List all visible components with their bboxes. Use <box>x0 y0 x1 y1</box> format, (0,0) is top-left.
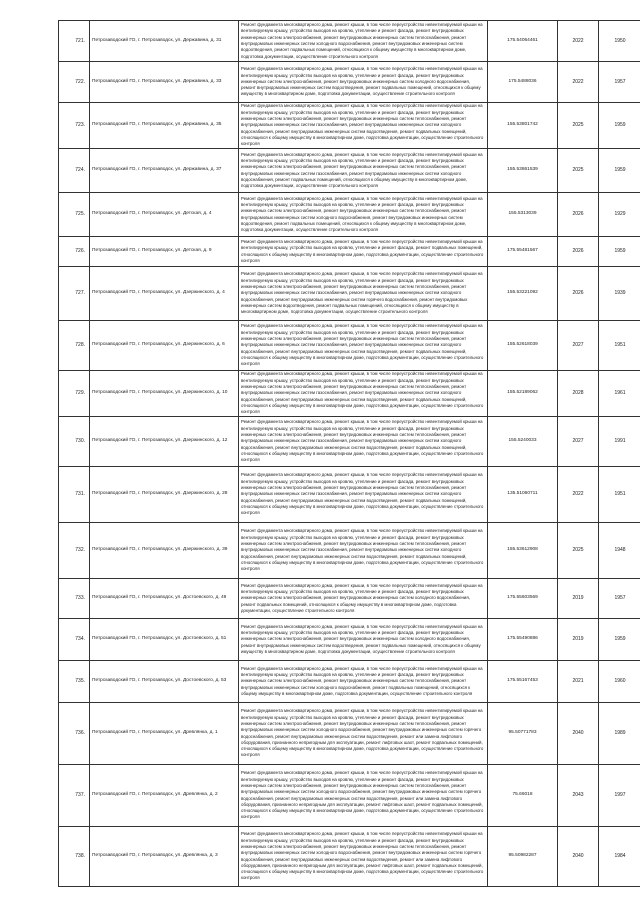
row-number: 736. <box>59 703 90 765</box>
row-number: 731. <box>59 467 90 523</box>
works-description-cell: Ремонт фундамента многоквартирного дома, ремонт крыши, в том числе переустройство невентилируемой крыши на вентилируемую крышу, устройство выходов на кровлю, утепление и ремонт фасада, ремонт подвальных помещений, относящихся к общему имуществу в многоквартирном доме, подготовка документации, осуществление строительного контроля <box>239 237 488 267</box>
built-year-cell: 1991 <box>599 417 640 467</box>
row-number: 738. <box>59 827 90 887</box>
planned-year-cell: 2040 <box>558 827 599 887</box>
address-cell: Петрозаводский ГО, г. Петрозаводск, ул. Державина, д. 31 <box>90 21 239 62</box>
works-description-cell: Ремонт фундамента многоквартирного дома, ремонт крыши, в том числе переустройство невентилируемой крыши на вентилируемую крышу, устройство выходов на кровлю, утепление и ремонт фасада, ремонт внутридомовых инженерных систем электроснабжения, ремонт внутридомовых инженерных систем холодного водоснабжения, ремонт внутридомовых инженерных систем водоотведения, ремонт подвальных помещений, относящихся к общему имуществу в многоквартирном доме, подготовка документации, осуществление строительного контроля <box>239 62 488 103</box>
works-description-cell: Ремонт фундамента многоквартирного дома, ремонт крыши, в том числе переустройство невентилируемой крыши на вентилируемую крышу, устройство выходов на кровлю, утепление и ремонт фасада, ремонт внутридомовых инженерных систем электроснабжения, ремонт внутридомовых инженерных систем теплоснабжения, ремонт внутридомовых инженерных систем газоснабжения, ремонт внутридомовых инженерных систем холодного водоснабжения, ремонт внутридомовых инженерных систем водоотведения, ремонт подвальных помещений, относящихся к общему имуществу в многоквартирном доме, подготовка документации, осуществление строительного контроля <box>239 371 488 417</box>
planned-year-cell: 2022 <box>558 21 599 62</box>
table-row <box>59 523 640 579</box>
address-cell: Петрозаводский ГО, г. Петрозаводск, ул. Державина, д. 35 <box>90 103 239 149</box>
cadastral-number-cell: 135.51060711 <box>488 467 558 523</box>
built-year-cell: 1959 <box>599 619 640 661</box>
built-year-cell: 1951 <box>599 321 640 371</box>
address-cell: Петрозаводский ГО, г. Петрозаводск, ул. Древлянка, д. 3 <box>90 827 239 887</box>
address-cell: Петрозаводский ГО, г. Петрозаводск, ул. Достоевского, д. 51 <box>90 619 239 661</box>
row-number: 727. <box>59 267 90 321</box>
built-year-cell: 1959 <box>599 149 640 193</box>
row-number: 728. <box>59 321 90 371</box>
planned-year-cell: 2019 <box>558 619 599 661</box>
table-row <box>59 703 640 765</box>
planned-year-cell: 2025 <box>558 523 599 579</box>
table-row <box>59 827 640 887</box>
address-cell: Петрозаводский ГО, г. Петрозаводск, ул. Детская, д. 9 <box>90 237 239 267</box>
address-cell: Петрозаводский ГО, г. Петрозаводск, ул. Державина, д. 33 <box>90 62 239 103</box>
built-year-cell: 1957 <box>599 579 640 619</box>
planned-year-cell: 2025 <box>558 149 599 193</box>
cadastral-number-cell: 155.53861539 <box>488 149 558 193</box>
address-cell: Петрозаводский ГО, г. Петрозаводск, ул. Дзержинского, д. 28 <box>90 467 239 523</box>
row-number: 722. <box>59 62 90 103</box>
works-description-cell: Ремонт фундамента многоквартирного дома, ремонт крыши, в том числе переустройство невентилируемой крыши на вентилируемую крышу, устройство выходов на кровлю, утепление и ремонт фасада, ремонт внутридомовых инженерных систем электроснабжения, ремонт внутридомовых инженерных систем теплоснабжения, ремонт внутридомовых инженерных систем газоснабжения, ремонт внутридомовых инженерных систем холодного водоснабжения, ремонт внутридомовых инженерных систем водоотведения, ремонт подвальных помещений, относящихся к общему имуществу в многоквартирном доме, подготовка документации, осуществление строительного контроля <box>239 321 488 371</box>
planned-year-cell: 2026 <box>558 193 599 237</box>
built-year-cell: 1929 <box>599 193 640 237</box>
planned-year-cell: 2043 <box>558 765 599 827</box>
works-description-cell: Ремонт фундамента многоквартирного дома, ремонт крыши, в том числе переустройство невентилируемой крыши на вентилируемую крышу, устройство выходов на кровлю, утепление и ремонт фасада, ремонт внутридомовых инженерных систем электроснабжения, ремонт внутридомовых инженерных систем теплоснабжения, ремонт внутридомовых инженерных систем газоснабжения, ремонт внутридомовых инженерных систем холодного водоснабжения, ремонт внутридомовых инженерных систем водоотведения, ремонт подвальных помещений, относящихся к общему имуществу в многоквартирном доме, подготовка документации, осуществление строительного контроля <box>239 417 488 467</box>
address-cell: Петрозаводский ГО, г. Петрозаводск, ул. Древлянка, д. 1 <box>90 703 239 765</box>
row-number: 734. <box>59 619 90 661</box>
row-number: 723. <box>59 103 90 149</box>
cadastral-number-cell: 95.50771783 <box>488 703 558 765</box>
planned-year-cell: 2022 <box>558 467 599 523</box>
built-year-cell: 1951 <box>599 467 640 523</box>
cadastral-number-cell: 155.5240033 <box>488 417 558 467</box>
address-cell: Петрозаводский ГО, г. Петрозаводск, ул. Державина, д. 37 <box>90 149 239 193</box>
works-description-cell: Ремонт фундамента многоквартирного дома, ремонт крыши, в том числе переустройство невентилируемой крыши на вентилируемую крышу, устройство выходов на кровлю, утепление и ремонт фасада, ремонт внутридомовых инженерных систем электроснабжения, ремонт внутридомовых инженерных систем теплоснабжения, ремонт внутридомовых инженерных систем холодного водоснабжения, ремонт внутридомовых инженерных систем водоотведения, ремонт подвальных помещений, относящихся к общему имуществу в многоквартирном доме, подготовка документации, осуществление строительного контроля <box>239 21 488 62</box>
table-row <box>59 467 640 523</box>
row-number: 721. <box>59 21 90 62</box>
table-row <box>59 619 640 661</box>
built-year-cell: 1989 <box>599 703 640 765</box>
planned-year-cell: 2026 <box>558 267 599 321</box>
table-row <box>59 661 640 703</box>
works-description-cell: Ремонт фундамента многоквартирного дома, ремонт крыши, в том числе переустройство невентилируемой крыши на вентилируемую крышу, устройство выходов на кровлю, утепление и ремонт фасада, ремонт внутридомовых инженерных систем электроснабжения, ремонт внутридомовых инженерных систем теплоснабжения, ремонт внутридомовых инженерных систем холодного водоснабжения, ремонт подвальных помещений, относящихся к общему имуществу в многоквартирном доме, подготовка документации, осуществление строительного контроля <box>239 661 488 703</box>
cadastral-number-cell: 175.55481567 <box>488 237 558 267</box>
works-description-cell: Ремонт фундамента многоквартирного дома, ремонт крыши, в том числе переустройство невентилируемой крыши на вентилируемую крышу, устройство выходов на кровлю, утепление и ремонт фасада, ремонт внутридомовых инженерных систем электроснабжения, ремонт внутридомовых инженерных систем теплоснабжения, ремонт внутридомовых инженерных систем холодного водоснабжения, ремонт внутридомовых инженерных систем горячего водоснабжения, ремонт внутридомовых инженерных систем водоотведения, ремонт или замена лифтового оборудования, признанного непригодным для эксплуатации, ремонт лифтовых шахт, ремонт подвальных помещений, относящихся к общему имуществу в многоквартирном доме, подготовка документации, осуществление строительного контроля <box>239 703 488 765</box>
built-year-cell: 1997 <box>599 765 640 827</box>
works-description-cell: Ремонт фундамента многоквартирного дома, ремонт крыши, в том числе переустройство невентилируемой крыши на вентилируемую крышу, устройство выходов на кровлю, утепление и ремонт фасада, ремонт внутридомовых инженерных систем электроснабжения, ремонт внутридомовых инженерных систем теплоснабжения, ремонт внутридомовых инженерных систем холодного водоснабжения, ремонт внутридомовых инженерных систем горячего водоснабжения, ремонт внутридомовых инженерных систем водоотведения, ремонт или замена лифтового оборудования, признанного непригодным для эксплуатации, ремонт лифтовых шахт, ремонт подвальных помещений, относящихся к общему имуществу в многоквартирном доме, подготовка документации, осуществление строительного контроля <box>239 827 488 887</box>
table-row <box>59 149 640 193</box>
planned-year-cell: 2040 <box>558 703 599 765</box>
address-cell: Петрозаводский ГО, г. Петрозаводск, ул. Дзержинского, д. 10 <box>90 371 239 417</box>
table-row <box>59 62 640 103</box>
cadastral-number-cell: 175.55167453 <box>488 661 558 703</box>
cadastral-number-cell: 175.54064461 <box>488 21 558 62</box>
planned-year-cell: 2026 <box>558 237 599 267</box>
cadastral-number-cell: 175.55603569 <box>488 579 558 619</box>
cadastral-number-cell: 155.53612908 <box>488 523 558 579</box>
works-description-cell: Ремонт фундамента многоквартирного дома, ремонт крыши, в том числе переустройство невентилируемой крыши на вентилируемую крышу, устройство выходов на кровлю, утепление и ремонт фасада, ремонт внутридомовых инженерных систем электроснабжения, ремонт внутридомовых инженерных систем холодного водоснабжения, ремонт подвальных помещений, относящихся к общему имуществу в многоквартирном доме, подготовка документации, осуществление строительного контроля <box>239 579 488 619</box>
row-number: 732. <box>59 523 90 579</box>
works-description-cell: Ремонт фундамента многоквартирного дома, ремонт крыши, в том числе переустройство невентилируемой крыши на вентилируемую крышу, устройство выходов на кровлю, утепление и ремонт фасада, ремонт внутридомовых инженерных систем электроснабжения, ремонт внутридомовых инженерных систем холодного водоснабжения, ремонт внутридомовых инженерных систем водоотведения, ремонт подвальных помещений, относящихся к общему имуществу в многоквартирном доме, подготовка документации, осуществление строительного контроля <box>239 619 488 661</box>
repair-schedule-table <box>58 20 640 887</box>
planned-year-cell: 2022 <box>558 62 599 103</box>
planned-year-cell: 2027 <box>558 321 599 371</box>
row-number: 737. <box>59 765 90 827</box>
address-cell: Петрозаводский ГО, г. Петрозаводск, ул. Дзержинского, д. 4 <box>90 267 239 321</box>
row-number: 725. <box>59 193 90 237</box>
address-cell: Петрозаводский ГО, г. Петрозаводск, ул. Достоевского, д. 53 <box>90 661 239 703</box>
cadastral-number-cell: 155.53221092 <box>488 267 558 321</box>
built-year-cell: 1957 <box>599 62 640 103</box>
built-year-cell: 1984 <box>599 827 640 887</box>
table-body <box>59 21 640 887</box>
built-year-cell: 1959 <box>599 237 640 267</box>
built-year-cell: 1950 <box>599 21 640 62</box>
table-row <box>59 417 640 467</box>
works-description-cell: Ремонт фундамента многоквартирного дома, ремонт крыши, в том числе переустройство невентилируемой крыши на вентилируемую крышу, устройство выходов на кровлю, утепление и ремонт фасада, ремонт внутридомовых инженерных систем электроснабжения, ремонт внутридомовых инженерных систем теплоснабжения, ремонт внутридомовых инженерных систем газоснабжения, ремонт внутридомовых инженерных систем холодного водоснабжения, ремонт внутридомовых инженерных систем водоотведения, ремонт подвальных помещений, относящихся к общему имуществу в многоквартирном доме, подготовка документации, осуществление строительного контроля <box>239 103 488 149</box>
cadastral-number-cell: 155.53801742 <box>488 103 558 149</box>
cadastral-number-cell: 175.5488036 <box>488 62 558 103</box>
address-cell: Петрозаводский ГО, г. Петрозаводск, ул. Детская, д. 4 <box>90 193 239 237</box>
table-row <box>59 193 640 237</box>
works-description-cell: Ремонт фундамента многоквартирного дома, ремонт крыши, в том числе переустройство невентилируемой крыши на вентилируемую крышу, устройство выходов на кровлю, утепление и ремонт фасада, ремонт внутридомовых инженерных систем электроснабжения, ремонт внутридомовых инженерных систем теплоснабжения, ремонт внутридомовых инженерных систем газоснабжения, ремонт внутридомовых инженерных систем холодного водоснабжения, ремонт внутридомовых инженерных систем водоотведения, ремонт подвальных помещений, относящихся к общему имуществу в многоквартирном доме, подготовка документации, осуществление строительного контроля <box>239 523 488 579</box>
table-row <box>59 103 640 149</box>
planned-year-cell: 2019 <box>558 579 599 619</box>
works-description-cell: Ремонт фундамента многоквартирного дома, ремонт крыши, в том числе переустройство невентилируемой крыши на вентилируемую крышу, устройство выходов на кровлю, утепление и ремонт фасада, ремонт внутридомовых инженерных систем электроснабжения, ремонт внутридомовых инженерных систем теплоснабжения, ремонт внутридомовых инженерных систем холодного водоснабжения, ремонт внутридомовых инженерных систем водоотведения, ремонт подвальных помещений, относящихся к общему имуществу в многоквартирном доме, подготовка документации, осуществление строительного контроля <box>239 193 488 237</box>
row-number: 726. <box>59 237 90 267</box>
built-year-cell: 1939 <box>599 267 640 321</box>
address-cell: Петрозаводский ГО, г. Петрозаводск, ул. Древлянка, д. 2 <box>90 765 239 827</box>
table-row <box>59 765 640 827</box>
table-row <box>59 321 640 371</box>
cadastral-number-cell: 155.5313039 <box>488 193 558 237</box>
address-cell: Петрозаводский ГО, г. Петрозаводск, ул. Дзержинского, д. 12 <box>90 417 239 467</box>
planned-year-cell: 2027 <box>558 417 599 467</box>
built-year-cell: 1960 <box>599 661 640 703</box>
built-year-cell: 1948 <box>599 523 640 579</box>
row-number: 735. <box>59 661 90 703</box>
built-year-cell: 1959 <box>599 103 640 149</box>
cadastral-number-cell: 95.50982287 <box>488 827 558 887</box>
cadastral-number-cell: 175.55490886 <box>488 619 558 661</box>
row-number: 730. <box>59 417 90 467</box>
table-row <box>59 267 640 321</box>
address-cell: Петрозаводский ГО, г. Петрозаводск, ул. Дзержинского, д. 39 <box>90 523 239 579</box>
planned-year-cell: 2028 <box>558 371 599 417</box>
address-cell: Петрозаводский ГО, г. Петрозаводск, ул. Дзержинского, д. 6 <box>90 321 239 371</box>
works-description-cell: Ремонт фундамента многоквартирного дома, ремонт крыши, в том числе переустройство невентилируемой крыши на вентилируемую крышу, устройство выходов на кровлю, утепление и ремонт фасада, ремонт внутридомовых инженерных систем электроснабжения, ремонт внутридомовых инженерных систем теплоснабжения, ремонт внутридомовых инженерных систем газоснабжения, ремонт внутридомовых инженерных систем холодного водоснабжения, ремонт подвальных помещений, относящихся к общему имуществу в многоквартирном доме, подготовка документации, осуществление строительного контроля <box>239 149 488 193</box>
row-number: 733. <box>59 579 90 619</box>
cadastral-number-cell: 75.66018 <box>488 765 558 827</box>
built-year-cell: 1961 <box>599 371 640 417</box>
row-number: 729. <box>59 371 90 417</box>
planned-year-cell: 2021 <box>558 661 599 703</box>
works-description-cell: Ремонт фундамента многоквартирного дома, ремонт крыши, в том числе переустройство невентилируемой крыши на вентилируемую крышу, устройство выходов на кровлю, утепление и ремонт фасада, ремонт внутридомовых инженерных систем электроснабжения, ремонт внутридомовых инженерных систем теплоснабжения, ремонт внутридомовых инженерных систем газоснабжения, ремонт внутридомовых инженерных систем холодного водоснабжения, ремонт внутридомовых инженерных систем горячего водоснабжения, ремонт внутридомовых инженерных систем водоотведения, ремонт подвальных помещений, относящихся к общему имуществу в многоквартирном доме, подготовка документации, осуществление строительного контроля <box>239 267 488 321</box>
table-row <box>59 579 640 619</box>
address-cell: Петрозаводский ГО, г. Петрозаводск, ул. Достоевского, д. 49 <box>90 579 239 619</box>
works-description-cell: Ремонт фундамента многоквартирного дома, ремонт крыши, в том числе переустройство невентилируемой крыши на вентилируемую крышу, устройство выходов на кровлю, утепление и ремонт фасада, ремонт внутридомовых инженерных систем электроснабжения, ремонт внутридомовых инженерных систем теплоснабжения, ремонт внутридомовых инженерных систем холодного водоснабжения, ремонт внутридомовых инженерных систем горячего водоснабжения, ремонт внутридомовых инженерных систем водоотведения, ремонт или замена лифтового оборудования, признанного непригодным для эксплуатации, ремонт лифтовых шахт, ремонт подвальных помещений, относящихся к общему имуществу в многоквартирном доме, подготовка документации, осуществление строительного контроля <box>239 765 488 827</box>
cadastral-number-cell: 155.52189062 <box>488 371 558 417</box>
row-number: 724. <box>59 149 90 193</box>
document-sheet <box>58 20 626 887</box>
table-row <box>59 237 640 267</box>
works-description-cell: Ремонт фундамента многоквартирного дома, ремонт крыши, в том числе переустройство невентилируемой крыши на вентилируемую крышу, устройство выходов на кровлю, утепление и ремонт фасада, ремонт внутридомовых инженерных систем электроснабжения, ремонт внутридомовых инженерных систем теплоснабжения, ремонт внутридомовых инженерных систем газоснабжения, ремонт внутридомовых инженерных систем холодного водоснабжения, ремонт внутридомовых инженерных систем водоотведения, ремонт подвальных помещений, относящихся к общему имуществу в многоквартирном доме, подготовка документации, осуществление строительного контроля <box>239 467 488 523</box>
table-row <box>59 21 640 62</box>
table-row <box>59 371 640 417</box>
cadastral-number-cell: 155.52618039 <box>488 321 558 371</box>
planned-year-cell: 2025 <box>558 103 599 149</box>
